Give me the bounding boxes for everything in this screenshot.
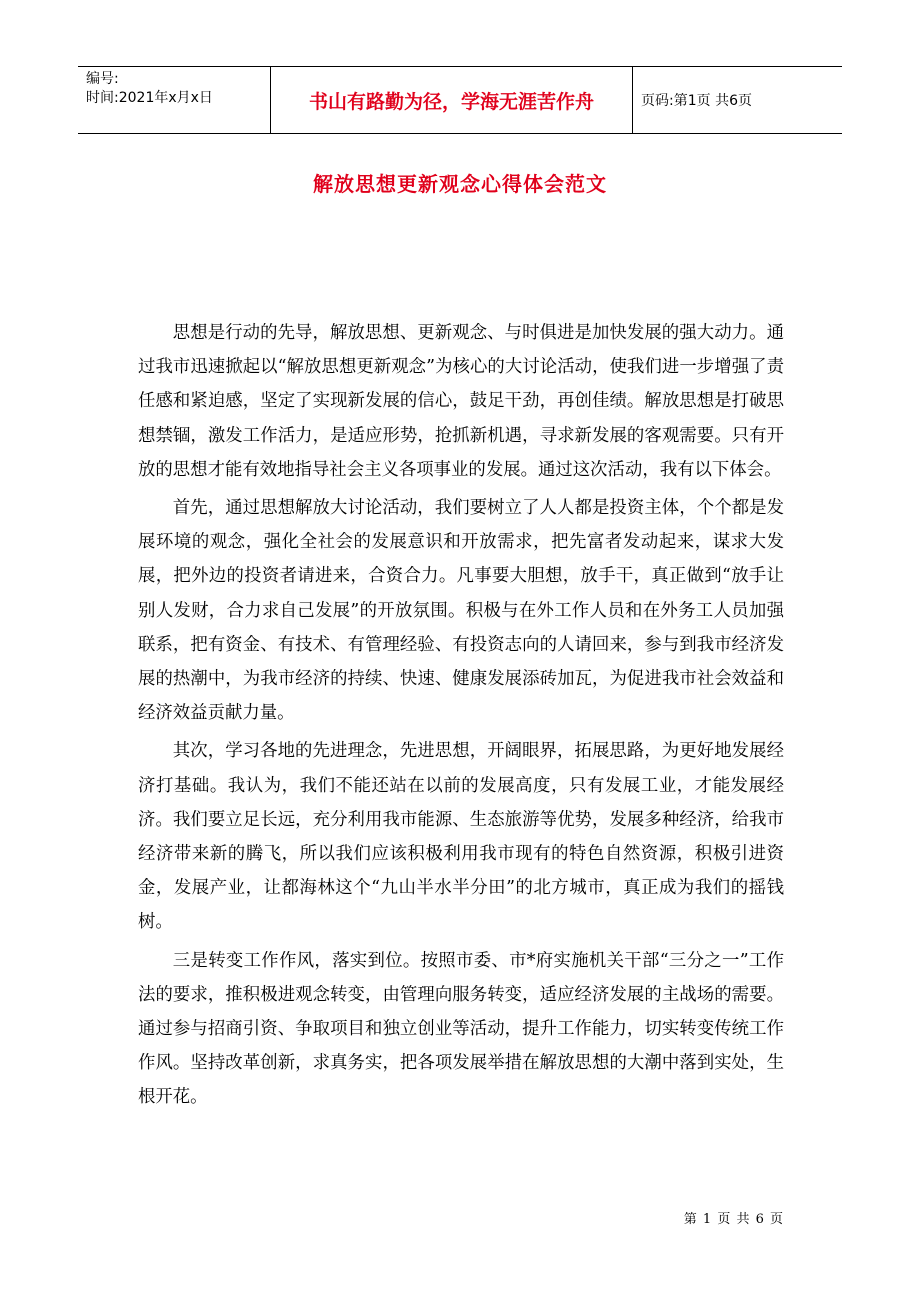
header-page-label: 页码:第1页 共6页 bbox=[641, 93, 752, 109]
document-title: 解放思想更新观念心得体会范文 bbox=[313, 172, 607, 196]
page-header bbox=[78, 66, 842, 134]
page-footer: 第 1 页 共 6 页 bbox=[683, 1212, 784, 1227]
paragraph: 三是转变工作作风，落实到位。按照市委、市*府实施机关干部“三分之一”工作法的要求，推积极进观念转变，由管理向服务转变，适应经济发展的主战场的需要。通过参与招商引资、争取项目和独立创业等活动，提升工作能力，切实转变传统工作作风。坚持改革创新，求真务实，把各项发展举措在解放思想的大潮中落到实处，生根开花。 bbox=[138, 950, 784, 1108]
header-meta bbox=[78, 67, 271, 133]
paragraph: 首先，通过思想解放大讨论活动，我们要树立了人人都是投资主体，个个都是发展环境的观念，强化全社会的发展意识和开放需求，把先富者发动起来，谋求大发展，把外边的投资者请进来，合资合力。凡事要大胆想，放手干，真正做到“放手让别人发财，合力求自己发展”的开放氛围。积极与在外工作人员和在外务工人员加强联系，把有资金、有技术、有管理经验、有投资志向的人请回来，参与到我市经济发展的热潮中，为我市经济的持续、快速、健康发展添砖加瓦，为促进我市社会效益和经济效益贡献力量。 bbox=[138, 498, 784, 724]
header-motto: 书山有路勤为径，学海无涯苦作舟 bbox=[271, 67, 633, 133]
document-body bbox=[138, 316, 784, 1119]
paragraph: 思想是行动的先导，解放思想、更新观念、与时俱进是加快发展的强大动力。通过我市迅速掀起以“解放思想更新观念”为核心的大讨论活动，使我们进一步增强了责任感和紧迫感，坚定了实现新发展的信心，鼓足干劲，再创佳绩。解放思想是打破思想禁锢，激发工作活力，是适应形势，抢抓新机遇，寻求新发展的客观需要。只有开放的思想才能有效地指导社会主义各项事业的发展。通过这次活动，我有以下体会。 bbox=[138, 323, 784, 480]
paragraph: 其次，学习各地的先进理念，先进思想，开阔眼界，拓展思路，为更好地发展经济打基础。我认为，我们不能还站在以前的发展高度，只有发展工业，才能发展经济。我们要立足长远，充分利用我市能源、生态旅游等优势，发展多种经济，给我市经济带来新的腾飞，所以我们应该积极利用我市现有的特色自然资源，积极引进资金，发展产业，让都海林这个“九山半水半分田”的北方城市，真正成为我们的摇钱树。 bbox=[138, 741, 784, 933]
date-label: 时间:2021年x月x日 bbox=[86, 90, 213, 106]
serial-number-label: 编号: bbox=[86, 71, 119, 87]
